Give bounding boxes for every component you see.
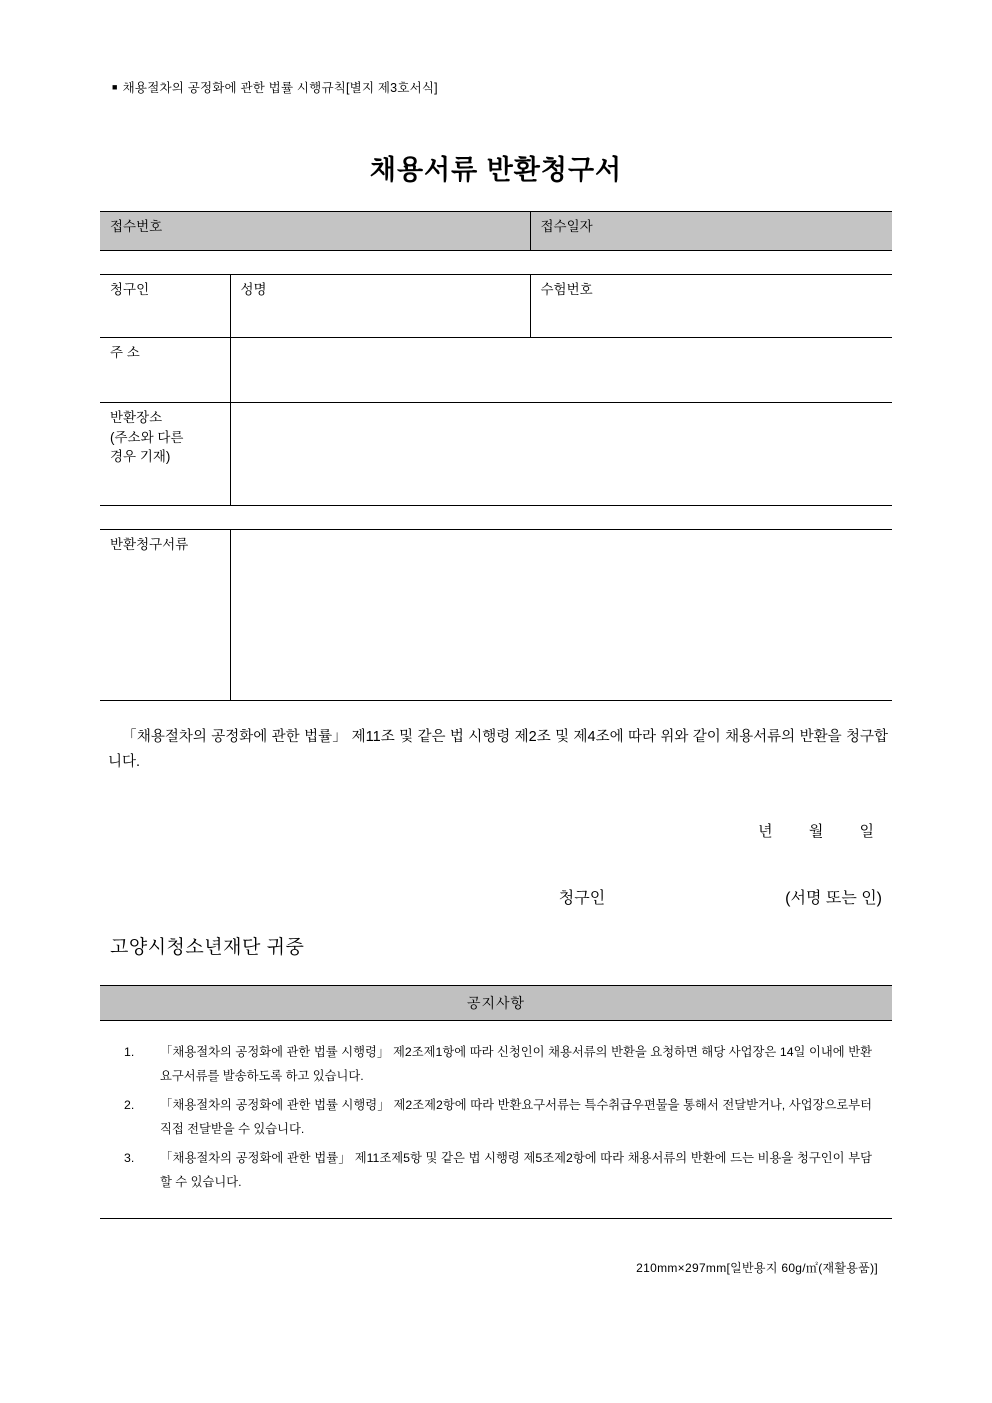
table-row <box>100 338 892 403</box>
address-value[interactable] <box>230 338 892 403</box>
date-year: 년 <box>758 822 775 840</box>
statement-text: 「채용절차의 공정화에 관한 법률」 제11조 및 같은 법 시행령 제2조 및 제4조에 따라 위와 같이 채용서류의 반환을 청구합니다. <box>108 729 888 771</box>
receipt-table <box>100 211 892 701</box>
date-month: 월 <box>808 822 826 840</box>
receipt-date-label: 접수일자 <box>530 212 892 251</box>
notice-body <box>100 1021 892 1219</box>
date-line <box>100 820 876 841</box>
return-place-label-line3: 경우 기재) <box>110 449 171 465</box>
table-row <box>100 212 892 251</box>
return-place-label-line1: 반환장소 <box>110 410 163 425</box>
table-gap <box>100 251 892 275</box>
table-row <box>100 530 892 701</box>
paper-spec-note: 210mm×297mm[일반용지 60g/㎡(재활용품)] <box>636 1260 878 1275</box>
return-place-label-line2: (주소와 다른 <box>110 429 184 445</box>
list-item: 「채용절차의 공정화에 관한 법률 시행령」 제2조제1항에 따라 신청인이 채용서류의 반환을 요청하면 해당 사업장은 14일 이내에 반환요구서류를 발송하도록 하고 있습니다. <box>160 1044 872 1083</box>
form-code-line <box>112 78 892 96</box>
form-code-text: 채용절차의 공정화에 관한 법률 시행규칙[별지 제3호서식] <box>122 81 438 95</box>
signature-line <box>100 885 882 908</box>
table-row <box>100 275 892 338</box>
signature-claimant-label: 청구인 <box>558 889 606 907</box>
notice-list <box>106 1041 886 1195</box>
bullet-icon: ■ <box>112 82 118 92</box>
exam-no-label: 수험번호 <box>530 275 892 338</box>
return-place-label <box>100 403 230 506</box>
list-item: 「채용절차의 공정화에 관한 법률 시행령」 제2조제2항에 따라 반환요구서류는 특수취급우편물을 통해서 전달받거나, 사업장으로부터 직접 전달받을 수 있습니다. <box>160 1097 872 1136</box>
claimant-label: 청구인 <box>100 275 230 338</box>
table-gap <box>100 506 892 530</box>
return-place-value[interactable] <box>230 403 892 506</box>
table-row <box>100 403 892 506</box>
documents-label: 반환청구서류 <box>100 530 230 701</box>
name-label: 성명 <box>230 275 530 338</box>
receipt-no-label: 접수번호 <box>100 212 530 251</box>
date-day: 일 <box>859 822 876 840</box>
list-item: 「채용절차의 공정화에 관한 법률」 제11조제5항 및 같은 법 시행령 제5조제2항에 따라 채용서류의 반환에 드는 비용을 청구인이 부담할 수 있습니다. <box>160 1150 872 1189</box>
organization-line: 고양시청소년재단 귀중 <box>110 936 305 958</box>
signature-note: (서명 또는 인) <box>785 889 882 907</box>
documents-value[interactable] <box>230 530 892 701</box>
notice-heading: 공지사항 <box>100 985 892 1021</box>
address-label: 주 소 <box>100 338 230 403</box>
page-title: 채용서류 반환청구서 <box>369 155 623 185</box>
